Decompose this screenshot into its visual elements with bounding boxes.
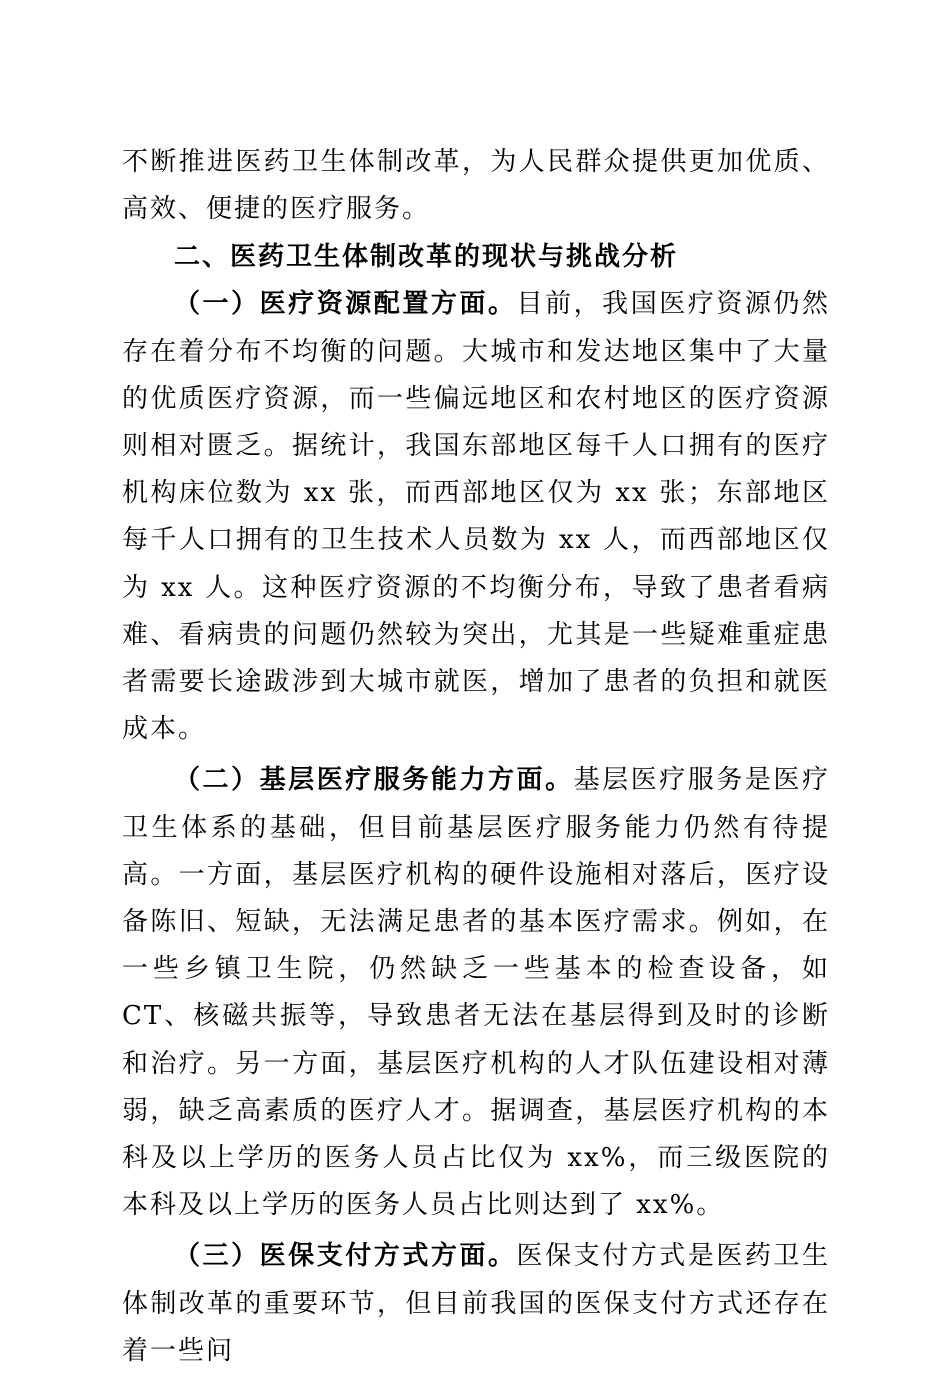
- subsection-1-body: 目前，我国医疗资源仍然存在着分布不均衡的问题。大城市和发达地区集中了大量的优质医疗资源，而一些偏远地区和农村地区的医疗资源则相对匮乏。据统计，我国东部地区每千人口拥有的医疗机构床位数为 xx 张，而西部地区仅为 xx 张；东部地区每千人口拥有的卫生技术人员数为 xx 人，而西部地区仅为 xx 人。这种医疗资源的不均衡分布，导致了患者看病难、看病贵的问题仍然较为突出，尤其是一些疑难重症患者需要长途跋涉到大城市就医，增加了患者的负担和就医成本。: [122, 289, 830, 745]
- subsection-2-body: 基层医疗服务是医疗卫生体系的基础，但目前基层医疗服务能力仍然有待提高。一方面，基层医疗机构的硬件设施相对落后，医疗设备陈旧、短缺，无法满足患者的基本医疗需求。例如，在一些乡镇卫生院，仍然缺乏一些基本的检查设备，如 CT、核磁共振等，导致患者无法在基层得到及时的诊断和治疗。另一方面，基层医疗机构的人才队伍建设相对薄弱，缺乏高素质的医疗人才。据调查，基层医疗机构的本科及以上学历的医务人员占比仅为 xx%，而三级医院的本科及以上学历的医务人员占比则达到了 xx%。: [122, 765, 830, 1221]
- document-page: [122, 139, 830, 1375]
- subsection-3-lead: （三）医保支付方式方面。: [174, 1241, 517, 1272]
- subsection-1-lead: （一）医疗资源配置方面。: [174, 289, 517, 320]
- intro-tail-paragraph: 不断推进医药卫生体制改革，为人民群众提供更加优质、高效、便捷的医疗服务。: [122, 147, 830, 225]
- section-heading: 二、医药卫生体制改革的现状与挑战分析: [174, 242, 679, 273]
- subsection-3-paragraph: [122, 1233, 830, 1375]
- subsection-2-lead: （二）基层医疗服务能力方面。: [174, 765, 574, 796]
- subsection-1-paragraph: [122, 281, 830, 753]
- subsection-3-body: 医保支付方式是医药卫生体制改革的重要环节，但目前我国的医保支付方式还存在着一些问: [122, 1241, 830, 1366]
- subsection-2-paragraph: [122, 757, 830, 1229]
